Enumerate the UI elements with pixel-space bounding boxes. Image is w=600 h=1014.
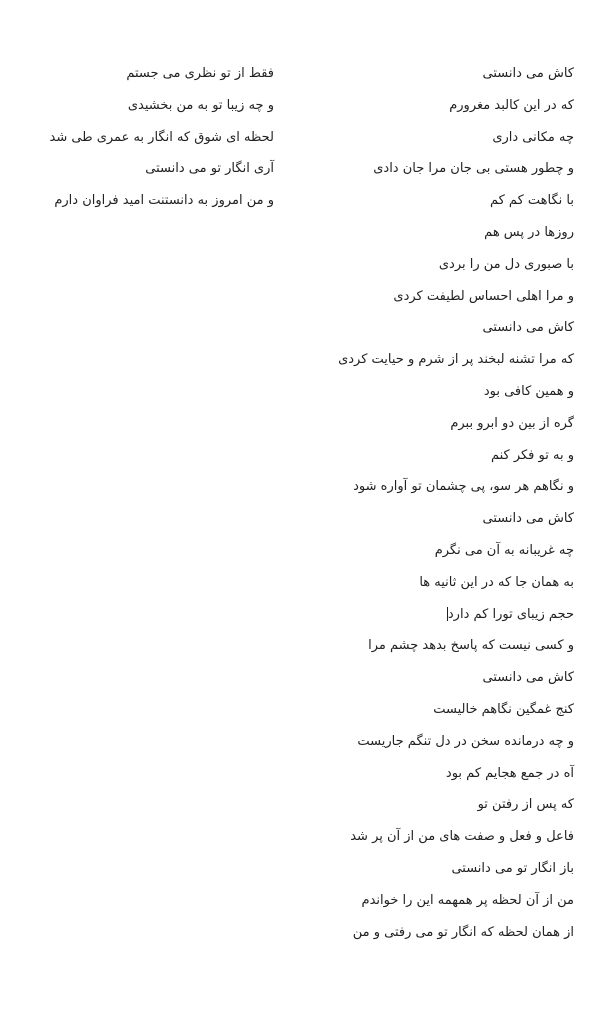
poem-line: از همان لحظه که انگار تو می رفتی و من — [352, 924, 574, 940]
poem-line: که مرا تشنه لبخند پر از شرم و حیایت کردی — [338, 352, 574, 368]
poem-line: کنج غمگین نگاهم خالیست — [433, 701, 574, 717]
poem-line: چه مکانی داری — [492, 129, 574, 145]
poem-line: و من امروز به دانستنت امید فراوان دارم — [54, 193, 274, 209]
poem-line: لحظه ای شوق که انگار به عمری طی شد — [49, 129, 274, 145]
poem-line: که پس از رفتن تو — [477, 797, 574, 813]
poem-line: فاعل و فعل و صفت های من از آن پر شد — [350, 829, 574, 845]
poem-line: کاش می دانستی — [482, 320, 574, 336]
poem-line: با نگاهت کم کم — [489, 193, 574, 209]
poem-column-right — [314, 58, 574, 948]
poem-line: کاش می دانستی — [482, 670, 574, 686]
poem-line: و کسی نیست که پاسخ بدهد چشم مرا — [368, 638, 574, 654]
poem-line: باز انگار تو می دانستی — [451, 860, 574, 876]
poem-line: آه در جمع هجایم کم بود — [445, 765, 574, 781]
poem-line: روزها در پس هم — [484, 224, 574, 240]
poem-line: و به تو فکر کنم — [490, 447, 574, 463]
poem-column-left — [14, 58, 274, 217]
poem-line: کاش می دانستی — [482, 66, 574, 81]
poem-line: که در این کالبد مغرورم — [449, 97, 574, 113]
poem-line: و چطور هستی بی جان مرا جان دادی — [373, 161, 574, 177]
poem-line-with-caret[interactable] — [314, 599, 574, 631]
poem-line: آری انگار تو می دانستی — [145, 161, 274, 177]
poem-line: من از آن لحظه پر همهمه این را خواندم — [361, 892, 574, 908]
poem-line: و نگاهم هر سو، پی چشمان تو آواره شود — [353, 479, 574, 495]
poem-line: و چه درمانده سخن در دل تنگم جاریست — [357, 733, 574, 749]
poem-line: و چه زیبا تو به من بخشیدی — [127, 97, 274, 113]
poem-line: فقط از تو نظری می جستم — [126, 66, 274, 81]
poem-line-text: حجم زیبای تورا کم دارد — [447, 606, 574, 622]
poem-line: چه غریبانه به آن می نگرم — [434, 542, 574, 558]
poem-line: به همان جا که در این ثانیه ها — [419, 574, 574, 590]
poem-line: و مرا اهلی احساس لطیفت کردی — [393, 288, 574, 304]
poem-line: و همین کافی بود — [483, 383, 574, 399]
poem-line: با صبوری دل من را بردی — [438, 256, 574, 272]
poem-line: کاش می دانستی — [482, 511, 574, 527]
poem-line: گره از بین دو ابرو ببرم — [450, 415, 574, 431]
